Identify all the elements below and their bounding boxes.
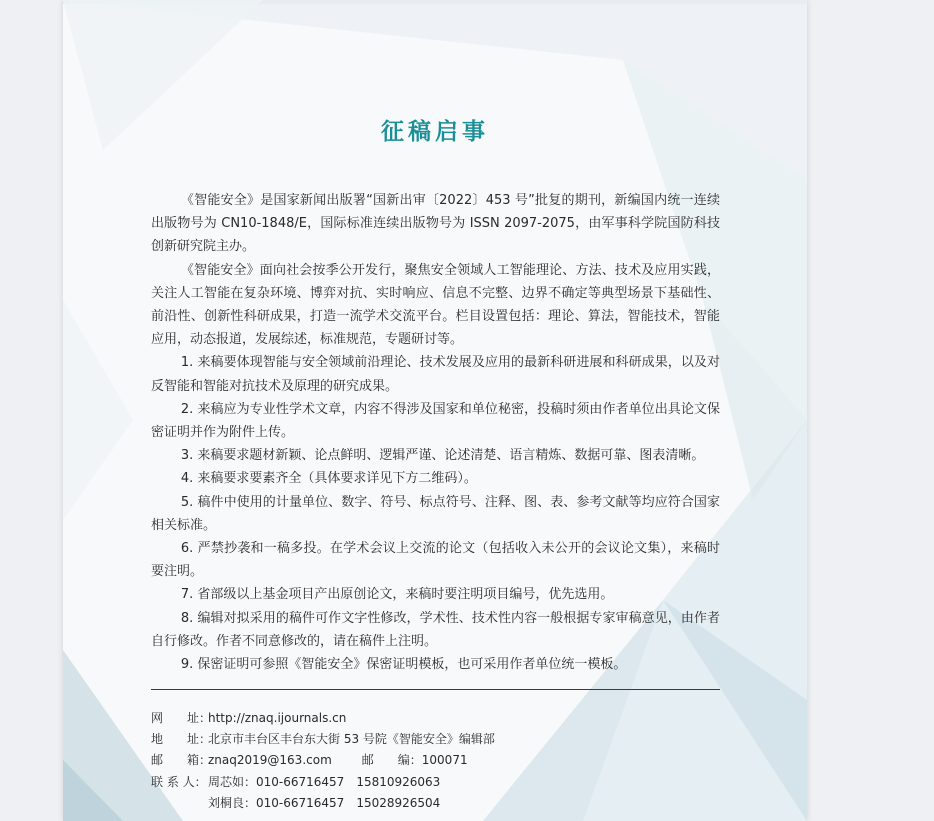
requirement-item: 2. 来稿应为专业性学术文章，内容不得涉及国家和单位秘密，投稿时须由作者单位出具论文保密证明并作为附件上传。 [151,401,720,441]
requirement-item: 4. 来稿要求要素齐全（具体要求详见下方二维码）。 [180,471,477,487]
contact-person-1: 周芯如：010-66716457 15810926063 [208,774,441,789]
contact-email-row [151,750,720,771]
contacts-label: 联 系 人： [151,774,207,789]
requirement-item: 8. 编辑对拟采用的稿件可作文字性修改，学术性、技术性内容一般根据专家审稿意见，由作者自行修改。作者不同意修改的，请在稿件上注明。 [151,610,720,649]
requirement-item: 1. 来稿要体现智能与安全领域前沿理论、技术发展及应用的最新科研进展和科研成果，以及对反智能和智能对抗技术及原理的研究成果。 [151,355,720,394]
requirement-item: 3. 来稿要求题材新颖、论点鲜明、逻辑严谨、论述清楚、语言精炼、数据可靠、图表清晰。 [180,448,705,464]
email-link[interactable]: znaq2019@163.com [208,753,332,768]
intro-paragraph: 《智能安全》是国家新闻出版署“国新出审〔2022〕453 号”批复的期刊，新编国内统一连续出版物号为 CN10-1848/E，国际标准连续出版物号为 ISSN 2097-2075，由军事科学院国防科技创新研究院主办。 [151,193,720,255]
requirement-item: 7. 省部级以上基金项目产出原创论文，来稿时要注明项目编号，优先选用。 [180,587,614,603]
requirement-item: 9. 保密证明可参照《智能安全》保密证明模板，也可采用作者单位统一模板。 [180,657,627,673]
address-label: 地 址： [151,732,212,747]
contact-person-2: 刘桐良：010-66716457 15028926504 [208,795,441,810]
page-title: 征稿启事 [381,118,489,145]
address-value: 北京市丰台区丰台东大街 53 号院《智能安全》编辑部 [208,732,495,747]
scope-paragraph: 《智能安全》面向社会按季公开发行，聚焦安全领域人工智能理论、方法、技术及应用实践，关注人工智能在复杂环境、博弈对抗、实时响应、信息不完整、边界不确定等典型场景下基础性、前沿性、创新性科研成果，打造一流学术交流平台。栏目设置包括：理论、算法，智能技术，智能应用，动态报道，发展综述，标准规范，专题研讨等。 [151,262,720,348]
website-link[interactable]: http://znaq.ijournals.cn [208,711,347,725]
page-content [63,0,807,821]
requirement-item: 5. 稿件中使用的计量单位、数字、符号、标点符号、注释、图、表、参考文献等均应符合国家相关标准。 [151,494,720,533]
contact-person-row-2 [151,793,720,814]
contact-info [151,708,720,814]
postcode-label: 邮 编： [361,753,422,768]
contact-person-row [151,772,720,793]
contact-address-row [151,729,720,750]
requirement-item: 6. 严禁抄袭和一稿多投。在学术会议上交流的论文（包括收入未公开的会议论文集），来稿时要注明。 [151,541,720,580]
divider-line [151,689,720,690]
call-for-papers-body [151,189,720,676]
email-label: 邮 箱： [151,753,212,768]
document-page [63,0,807,821]
website-label: 网 址： [151,711,212,725]
contact-website-row [151,708,720,729]
postcode-value: 100071 [421,753,468,768]
